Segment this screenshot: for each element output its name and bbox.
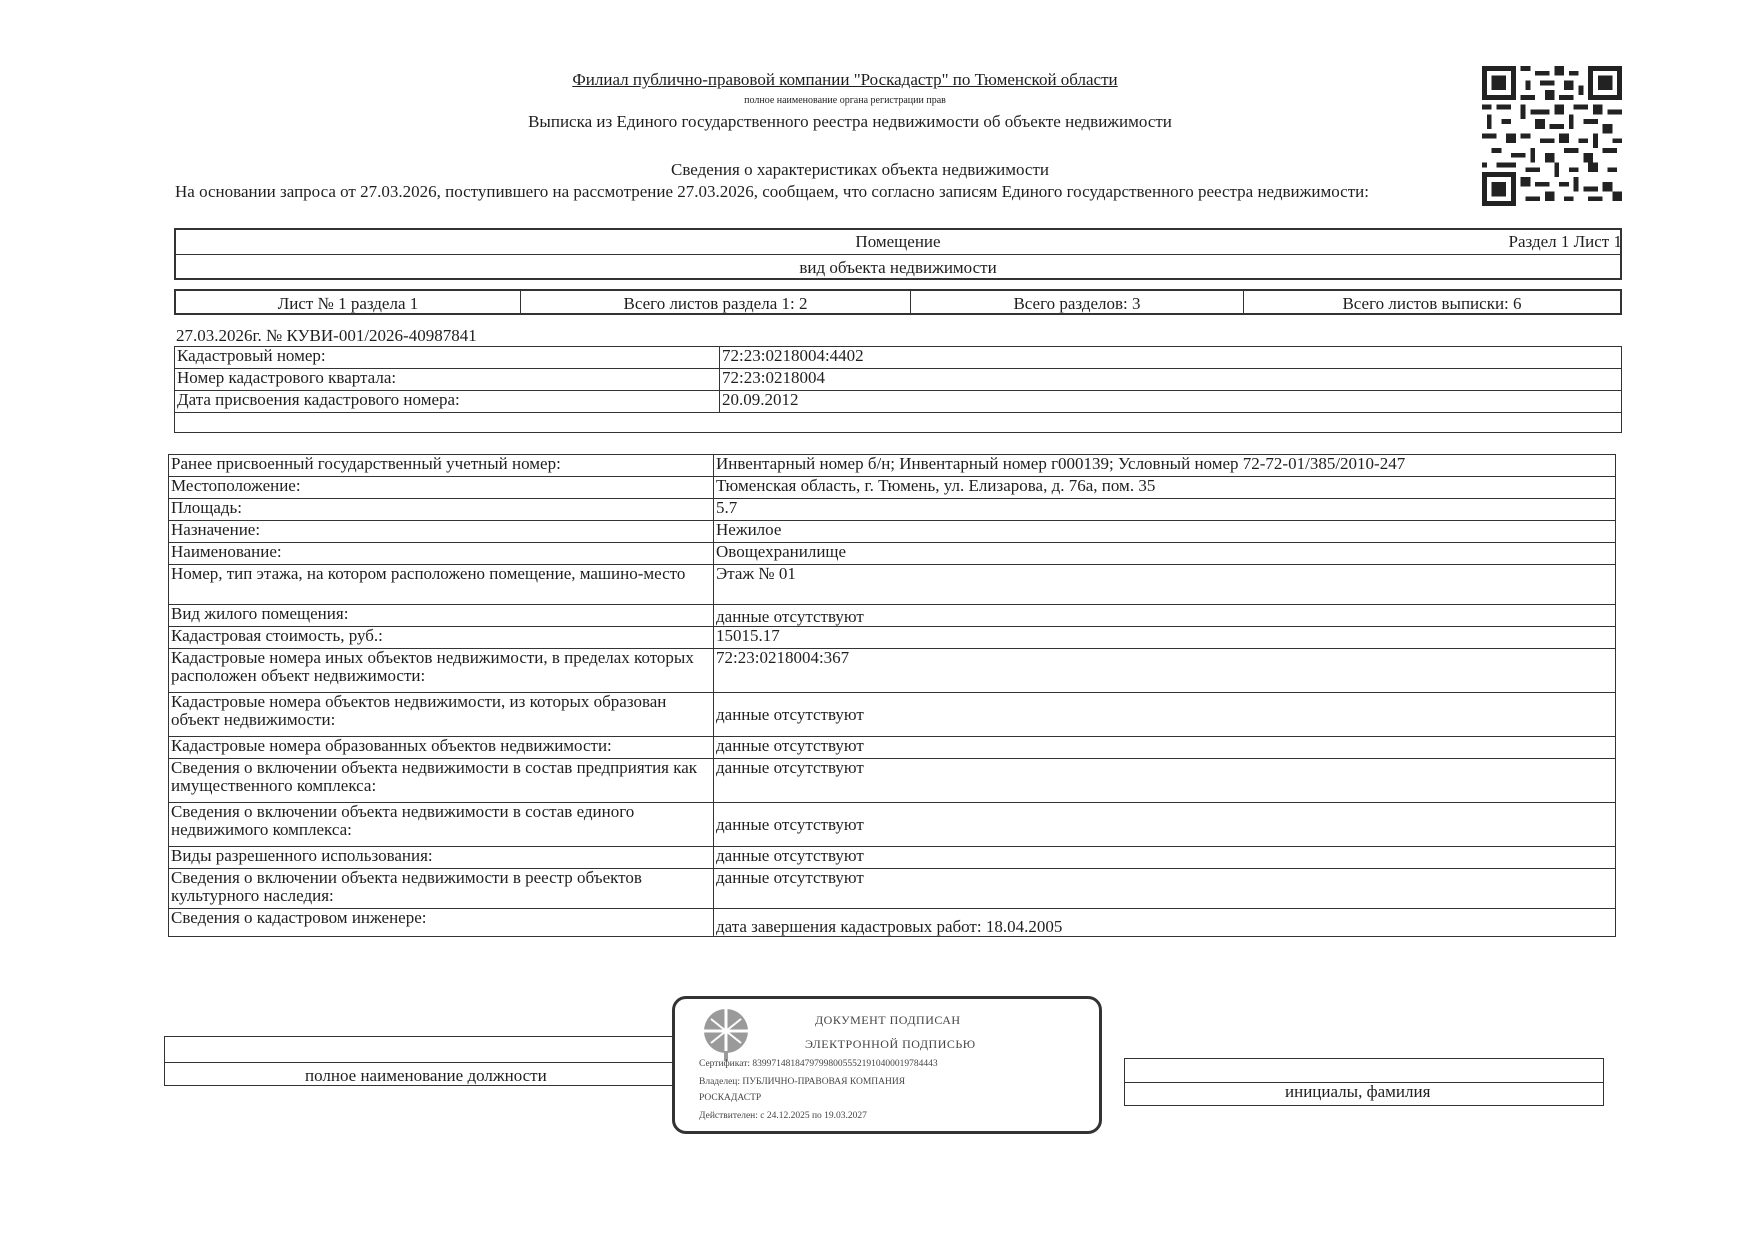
table-row [169, 759, 1616, 803]
initials-caption: инициалы, фамилия [1285, 1082, 1431, 1101]
row-label: Кадастровые номера иных объектов недвижимости, в пределах которых расположен объект недвижимости: [169, 649, 714, 693]
total-sheets-extract: Всего листов выписки: 6 [1342, 294, 1522, 313]
row-label: Назначение: [169, 521, 714, 543]
row-value: 72:23:0218004:367 [714, 649, 1616, 693]
row-label: Сведения о включении объекта недвижимости в состав единого недвижимого комплекса: [169, 803, 714, 847]
table-row [169, 649, 1616, 693]
row-value: данные отсутствуют [714, 869, 1616, 909]
identifiers-table [174, 346, 1622, 433]
organization-name: Филиал публично-правовой компании "Роскадастр" по Тюменской области [572, 70, 1118, 89]
sheet-of-section: Лист № 1 раздела 1 [176, 291, 521, 313]
table-row [175, 347, 1622, 369]
stamp-line2: ЭЛЕКТРОННОЙ ПОДПИСЬЮ [805, 1037, 976, 1051]
row-label: Местоположение: [169, 477, 714, 499]
object-type-box [174, 228, 1622, 280]
stamp-valid: Действителен: с 24.12.2025 по 19.03.2027 [699, 1111, 867, 1121]
row-label: Наименование: [169, 543, 714, 565]
row-label: Сведения о кадастровом инженере: [169, 909, 714, 937]
organization-caption: полное наименование органа регистрации прав [744, 95, 946, 106]
extract-title: Выписка из Единого государственного реестра недвижимости об объекте недвижимости [528, 112, 1172, 131]
row-label: Кадастровый номер: [175, 347, 720, 369]
table-row [169, 605, 1616, 627]
row-label: Кадастровые номера объектов недвижимости, из которых образован объект недвижимости: [169, 693, 714, 737]
row-value: Этаж № 01 [714, 565, 1616, 605]
table-row [169, 543, 1616, 565]
row-label: Вид жилого помещения: [169, 605, 714, 627]
electronic-signature-stamp [672, 996, 1102, 1134]
table-row [175, 391, 1622, 413]
details-table [168, 454, 1616, 937]
row-label: Кадастровая стоимость, руб.: [169, 627, 714, 649]
stamp-line1: ДОКУМЕНТ ПОДПИСАН [815, 1013, 961, 1027]
table-row [169, 565, 1616, 605]
table-row [169, 521, 1616, 543]
row-label: Дата присвоения кадастрового номера: [175, 391, 720, 413]
row-value: 20.09.2012 [720, 391, 1622, 413]
stamp-certificate: Сертификат: 839971481847979980055521910400019784443 [699, 1059, 938, 1069]
row-label: Виды разрешенного использования: [169, 847, 714, 869]
row-value: 72:23:0218004 [720, 369, 1622, 391]
document-number: 27.03.2026г. № КУВИ-001/2026-40987841 [176, 326, 477, 345]
row-value: Тюменская область, г. Тюмень, ул. Елизарова, д. 76а, пом. 35 [714, 477, 1616, 499]
table-row [169, 499, 1616, 521]
row-label: Сведения о включении объекта недвижимости в состав предприятия как имущественного комплекса: [169, 759, 714, 803]
stamp-owner2: РОСКАДАСТР [699, 1093, 762, 1103]
table-row [175, 369, 1622, 391]
row-label: Номер, тип этажа, на котором расположено помещение, машино-место [169, 565, 714, 605]
basis-text: На основании запроса от 27.03.2026, поступившего на рассмотрение 27.03.2026, сообщаем, что согласно записям Единого государственного реестра недвижимости: [175, 182, 1369, 201]
row-value: 72:23:0218004:4402 [720, 347, 1622, 369]
row-label: Кадастровые номера образованных объектов недвижимости: [169, 737, 714, 759]
table-row [169, 869, 1616, 909]
row-label: Площадь: [169, 499, 714, 521]
row-value: Нежилое [714, 521, 1616, 543]
total-sections: Всего разделов: 3 [911, 291, 1244, 313]
row-value: дата завершения кадастровых работ: 18.04.2005 [714, 909, 1616, 937]
table-row [169, 803, 1616, 847]
table-row [169, 909, 1616, 937]
position-caption: полное наименование должности [305, 1066, 547, 1085]
row-value: данные отсутствуют [714, 737, 1616, 759]
table-row [169, 693, 1616, 737]
table-row [175, 413, 1622, 433]
total-sheets-section: Всего листов раздела 1: 2 [521, 291, 911, 313]
row-label: Сведения о включении объекта недвижимости в реестр объектов культурного наследия: [169, 869, 714, 909]
row-value: данные отсутствуют [714, 803, 1616, 847]
row-value: данные отсутствуют [714, 605, 1616, 627]
row-value: Инвентарный номер б/н; Инвентарный номер г000139; Условный номер 72-72-01/385/2010-247 [714, 455, 1616, 477]
section-sheet-label: Раздел 1 Лист 1 [1508, 232, 1622, 251]
row-label: Номер кадастрового квартала: [175, 369, 720, 391]
table-row [169, 627, 1616, 649]
table-row [169, 737, 1616, 759]
row-value: Овощехранилище [714, 543, 1616, 565]
object-type-caption: вид объекта недвижимости [799, 258, 997, 277]
table-row [169, 477, 1616, 499]
row-label: Ранее присвоенный государственный учетный номер: [169, 455, 714, 477]
section-title: Сведения о характеристиках объекта недвижимости [671, 160, 1049, 179]
row-value: 5.7 [714, 499, 1616, 521]
table-row [169, 847, 1616, 869]
sheets-row [174, 289, 1622, 315]
row-value: данные отсутствуют [714, 759, 1616, 803]
qr-code-icon [1478, 66, 1626, 206]
stamp-owner: Владелец: ПУБЛИЧНО-ПРАВОВАЯ КОМПАНИЯ [699, 1077, 906, 1087]
row-value: данные отсутствуют [714, 847, 1616, 869]
row-value: 15015.17 [714, 627, 1616, 649]
table-row [169, 455, 1616, 477]
roskadastr-logo-icon [701, 1007, 751, 1061]
object-type: Помещение [176, 230, 1620, 255]
row-value: данные отсутствуют [714, 693, 1616, 737]
